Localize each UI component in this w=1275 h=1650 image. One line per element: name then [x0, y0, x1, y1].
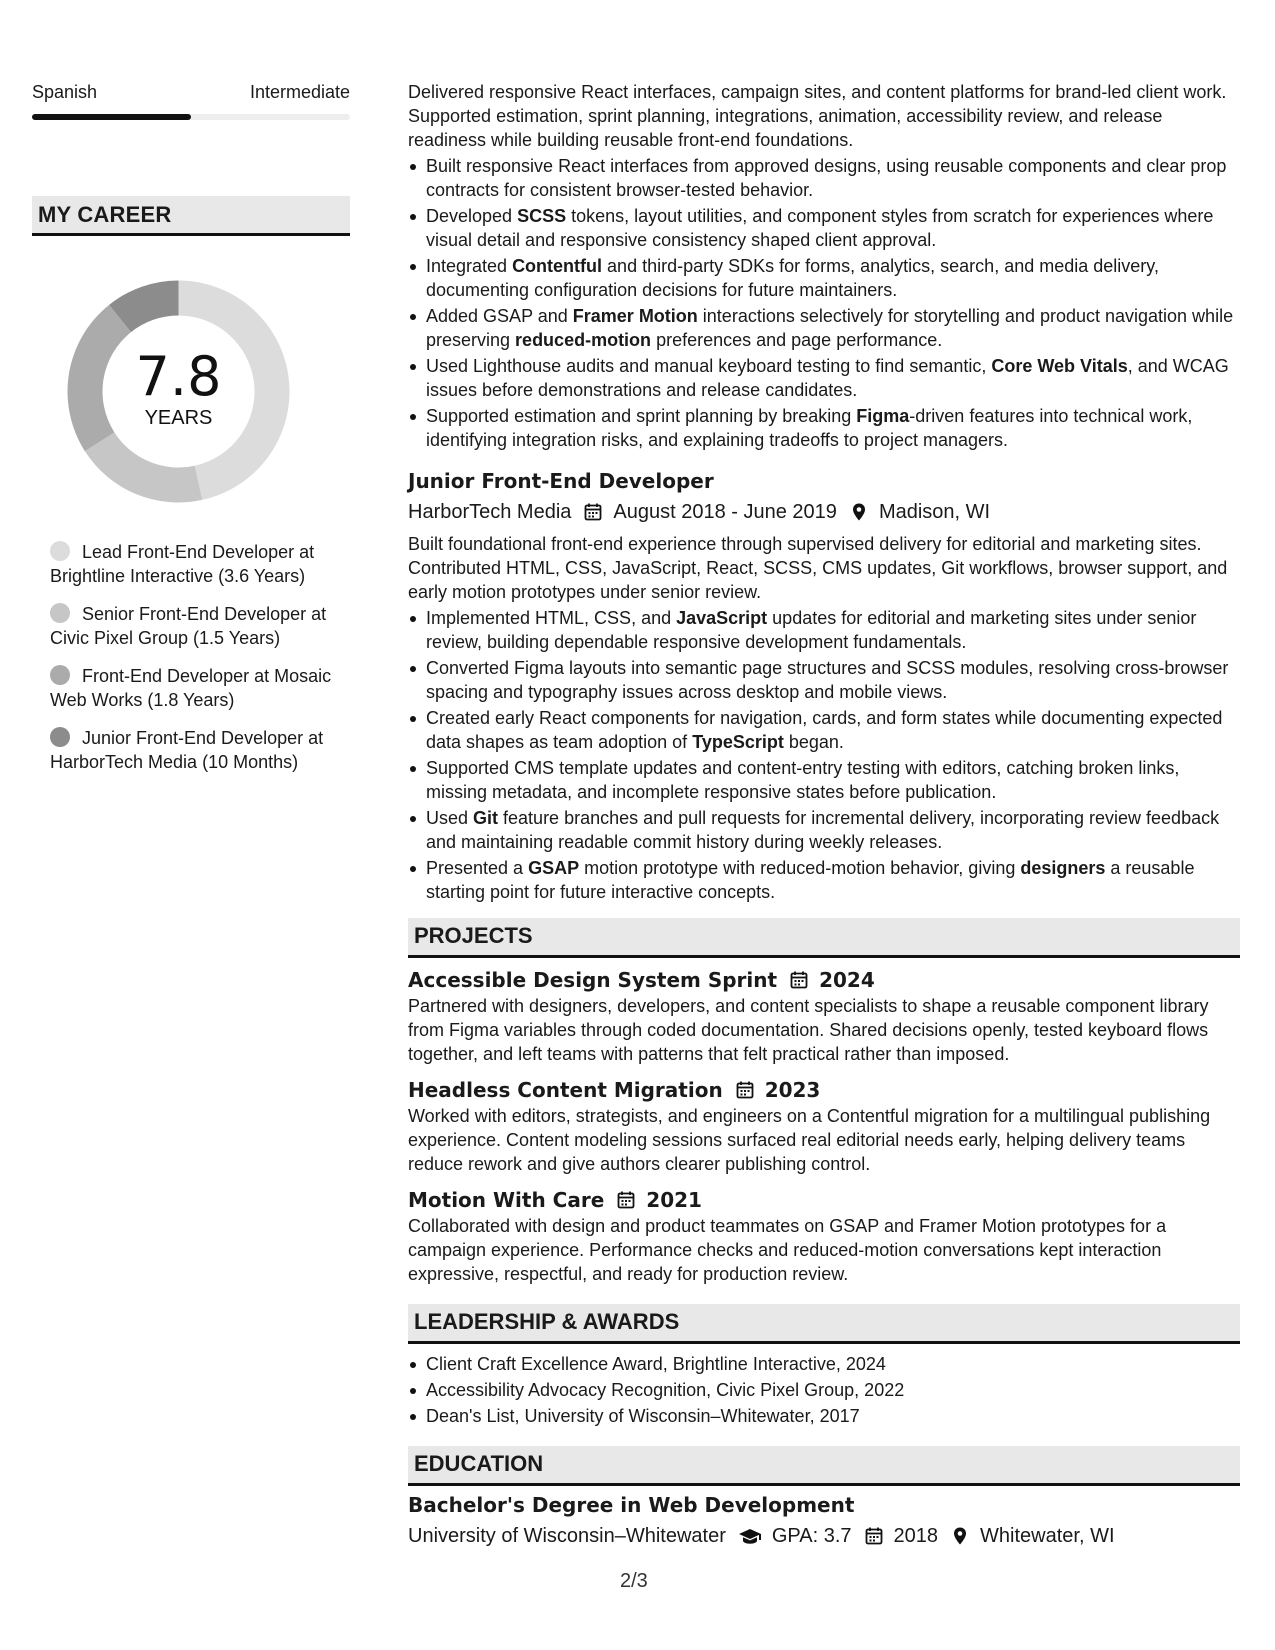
project-description: Collaborated with design and product teammates on GSAP and Framer Motion prototypes for a campaign experience. Performance checks and reduced-motion conversations kept interaction expressive, respectful, and ready for production review. — [408, 1216, 1167, 1284]
prev-job-bullet: Supported estimation and sprint planning by breaking Figma-driven features into technical work, identifying integration risks, and explaining tradeoffs to project managers. — [408, 404, 1240, 452]
career-donut-chart — [66, 279, 291, 504]
keyword: reduced-motion — [515, 330, 652, 350]
keyword: SCSS — [517, 206, 567, 226]
prev-job-bullet: Developed SCSS tokens, layout utilities, and component styles from scratch for experiences where visual detail and responsive consistency shaped client approval. — [408, 204, 1240, 252]
career-legend-item — [50, 726, 340, 774]
job-company: HarborTech Media — [408, 501, 572, 523]
job-summary: Built foundational front-end experience through supervised delivery for editorial and marketing sites. Contributed HTML, CSS, JavaScript, React, SCSS, CMS updates, Git workflows, browser support, and early motion prototypes under senior review. — [408, 534, 1228, 602]
project-item — [408, 1186, 1240, 1286]
education-gpa: GPA: 3.7 — [771, 1525, 852, 1547]
project-description: Partnered with designers, developers, and content specialists to shape a reusable component library from Figma variables through coded documentation. Shared decisions openly, tested keyboard flows together, and left teams with patterns that felt practical rather than imposed. — [408, 996, 1209, 1064]
prev-job-bullet: Built responsive React interfaces from approved designs, using reusable components and clear prop contracts for consistent browser-tested behavior. — [408, 154, 1240, 202]
project-year: 2023 — [764, 1078, 821, 1102]
job-bullets — [408, 606, 1240, 904]
keyword: Framer Motion — [572, 306, 698, 326]
language-section — [32, 80, 350, 120]
keyword: Git — [473, 808, 499, 828]
project-name: Accessible Design System Sprint — [408, 968, 778, 992]
prev-job-summary: Delivered responsive React interfaces, campaign sites, and content platforms for brand-led client work. Supported estimation, sprint planning, integrations, animation, accessibility review, and release readiness while building reusable front-end foundations. — [408, 82, 1227, 150]
project-year: 2021 — [646, 1188, 702, 1212]
keyword: TypeScript — [692, 732, 784, 752]
language-proficiency-bar — [32, 114, 350, 120]
education-year: 2018 — [893, 1525, 939, 1547]
career-total-value: 7.8 — [135, 344, 222, 408]
award-item: Client Craft Excellence Award, Brightline Interactive, 2024 — [408, 1352, 1240, 1376]
graduation-cap-icon — [738, 1526, 762, 1546]
career-legend-item — [50, 602, 340, 650]
legend-dot — [50, 727, 70, 747]
job-meta — [408, 498, 1240, 526]
award-item: Dean's List, University of Wisconsin–Whitewater, 2017 — [408, 1404, 1240, 1428]
calendar-icon — [735, 1080, 755, 1100]
career-legend-label: Front-End Developer at Mosaic Web Works (1.8 Years) — [50, 666, 332, 710]
education-school: University of Wisconsin–Whitewater — [408, 1525, 726, 1547]
location-pin-icon — [849, 502, 869, 522]
career-heading: MY CAREER — [32, 196, 350, 236]
job-bullet: Supported CMS template updates and content-entry testing with editors, catching broken links, missing metadata, and incomplete responsive states before publication. — [408, 756, 1240, 804]
career-legend-label: Senior Front-End Developer at Civic Pixel Group (1.5 Years) — [50, 604, 327, 648]
education-heading: EDUCATION — [408, 1446, 1240, 1486]
project-title — [408, 1186, 1240, 1214]
awards-list — [408, 1352, 1240, 1428]
prev-job-bullets — [408, 154, 1240, 452]
calendar-icon — [616, 1190, 636, 1210]
keyword: GSAP — [528, 858, 580, 878]
page-number: 2/3 — [620, 1570, 648, 1592]
education-meta — [408, 1522, 1240, 1550]
legend-dot — [50, 541, 70, 561]
award-item: Accessibility Advocacy Recognition, Civic Pixel Group, 2022 — [408, 1378, 1240, 1402]
project-title — [408, 966, 1240, 994]
project-name: Headless Content Migration — [408, 1078, 723, 1102]
project-title — [408, 1076, 1240, 1104]
keyword: JavaScript — [676, 608, 768, 628]
calendar-icon — [583, 502, 603, 522]
job-bullet: Presented a GSAP motion prototype with reduced-motion behavior, giving designers a reusable starting point for future interactive concepts. — [408, 856, 1240, 904]
project-description: Worked with editors, strategists, and engineers on a Contentful migration for a multilingual publishing experience. Content modeling sessions surfaced real editorial needs early, helping delivery teams reduce rework and give authors clearer publishing control. — [408, 1106, 1211, 1174]
career-legend — [50, 540, 340, 788]
job-bullet: Implemented HTML, CSS, and JavaScript updates for editorial and marketing sites under senior review, building dependable responsive development fundamentals. — [408, 606, 1240, 654]
education-location: Whitewater, WI — [980, 1525, 1115, 1547]
career-legend-item — [50, 664, 340, 712]
keyword: designers — [1020, 858, 1106, 878]
awards-heading: LEADERSHIP & AWARDS — [408, 1304, 1240, 1344]
keyword: Contentful — [512, 256, 603, 276]
career-legend-label: Junior Front-End Developer at HarborTech Media (10 Months) — [50, 728, 324, 772]
legend-dot — [50, 603, 70, 623]
job-bullet: Created early React components for navigation, cards, and form states while documenting expected data shapes as team adoption of TypeScript began. — [408, 706, 1240, 754]
keyword: Core Web Vitals — [991, 356, 1128, 376]
projects-list — [408, 966, 1240, 1286]
language-name: Spanish — [32, 82, 98, 102]
education-degree: Bachelor's Degree in Web Development — [408, 1493, 855, 1517]
prev-job-bullet: Used Lighthouse audits and manual keyboard testing to find semantic, Core Web Vitals, and WCAG issues before demonstrations and release candidates. — [408, 354, 1240, 402]
job-bullet: Used Git feature branches and pull requests for incremental delivery, incorporating review feedback and maintaining readable commit history during weekly releases. — [408, 806, 1240, 854]
job-bullet: Converted Figma layouts into semantic page structures and SCSS modules, resolving cross-browser spacing and typography issues across desktop and mobile views. — [408, 656, 1240, 704]
calendar-icon — [789, 970, 809, 990]
job-location: Madison, WI — [878, 501, 991, 523]
location-pin-icon — [950, 1526, 970, 1546]
project-name: Motion With Care — [408, 1188, 605, 1212]
project-item — [408, 1076, 1240, 1176]
legend-dot — [50, 665, 70, 685]
keyword: Figma — [856, 406, 910, 426]
career-legend-item — [50, 540, 340, 588]
job-title: Junior Front-End Developer — [408, 469, 714, 493]
career-legend-label: Lead Front-End Developer at Brightline Interactive (3.6 Years) — [50, 542, 315, 586]
projects-heading: PROJECTS — [408, 918, 1240, 958]
project-item — [408, 966, 1240, 1066]
language-row — [32, 80, 350, 104]
calendar-icon — [864, 1526, 884, 1546]
language-level: Intermediate — [249, 82, 350, 102]
job-dates: August 2018 - June 2019 — [613, 501, 837, 523]
main-content — [408, 80, 1240, 1556]
prev-job-bullet: Added GSAP and Framer Motion interactions selectively for storytelling and product navigation while preserving reduced-motion preferences and page performance. — [408, 304, 1240, 352]
career-total-unit: YEARS — [144, 406, 213, 429]
language-proficiency-fill — [32, 114, 191, 120]
project-year: 2024 — [819, 968, 875, 992]
prev-job-bullet: Integrated Contentful and third-party SDKs for forms, analytics, search, and media delivery, documenting configuration decisions for future maintainers. — [408, 254, 1240, 302]
